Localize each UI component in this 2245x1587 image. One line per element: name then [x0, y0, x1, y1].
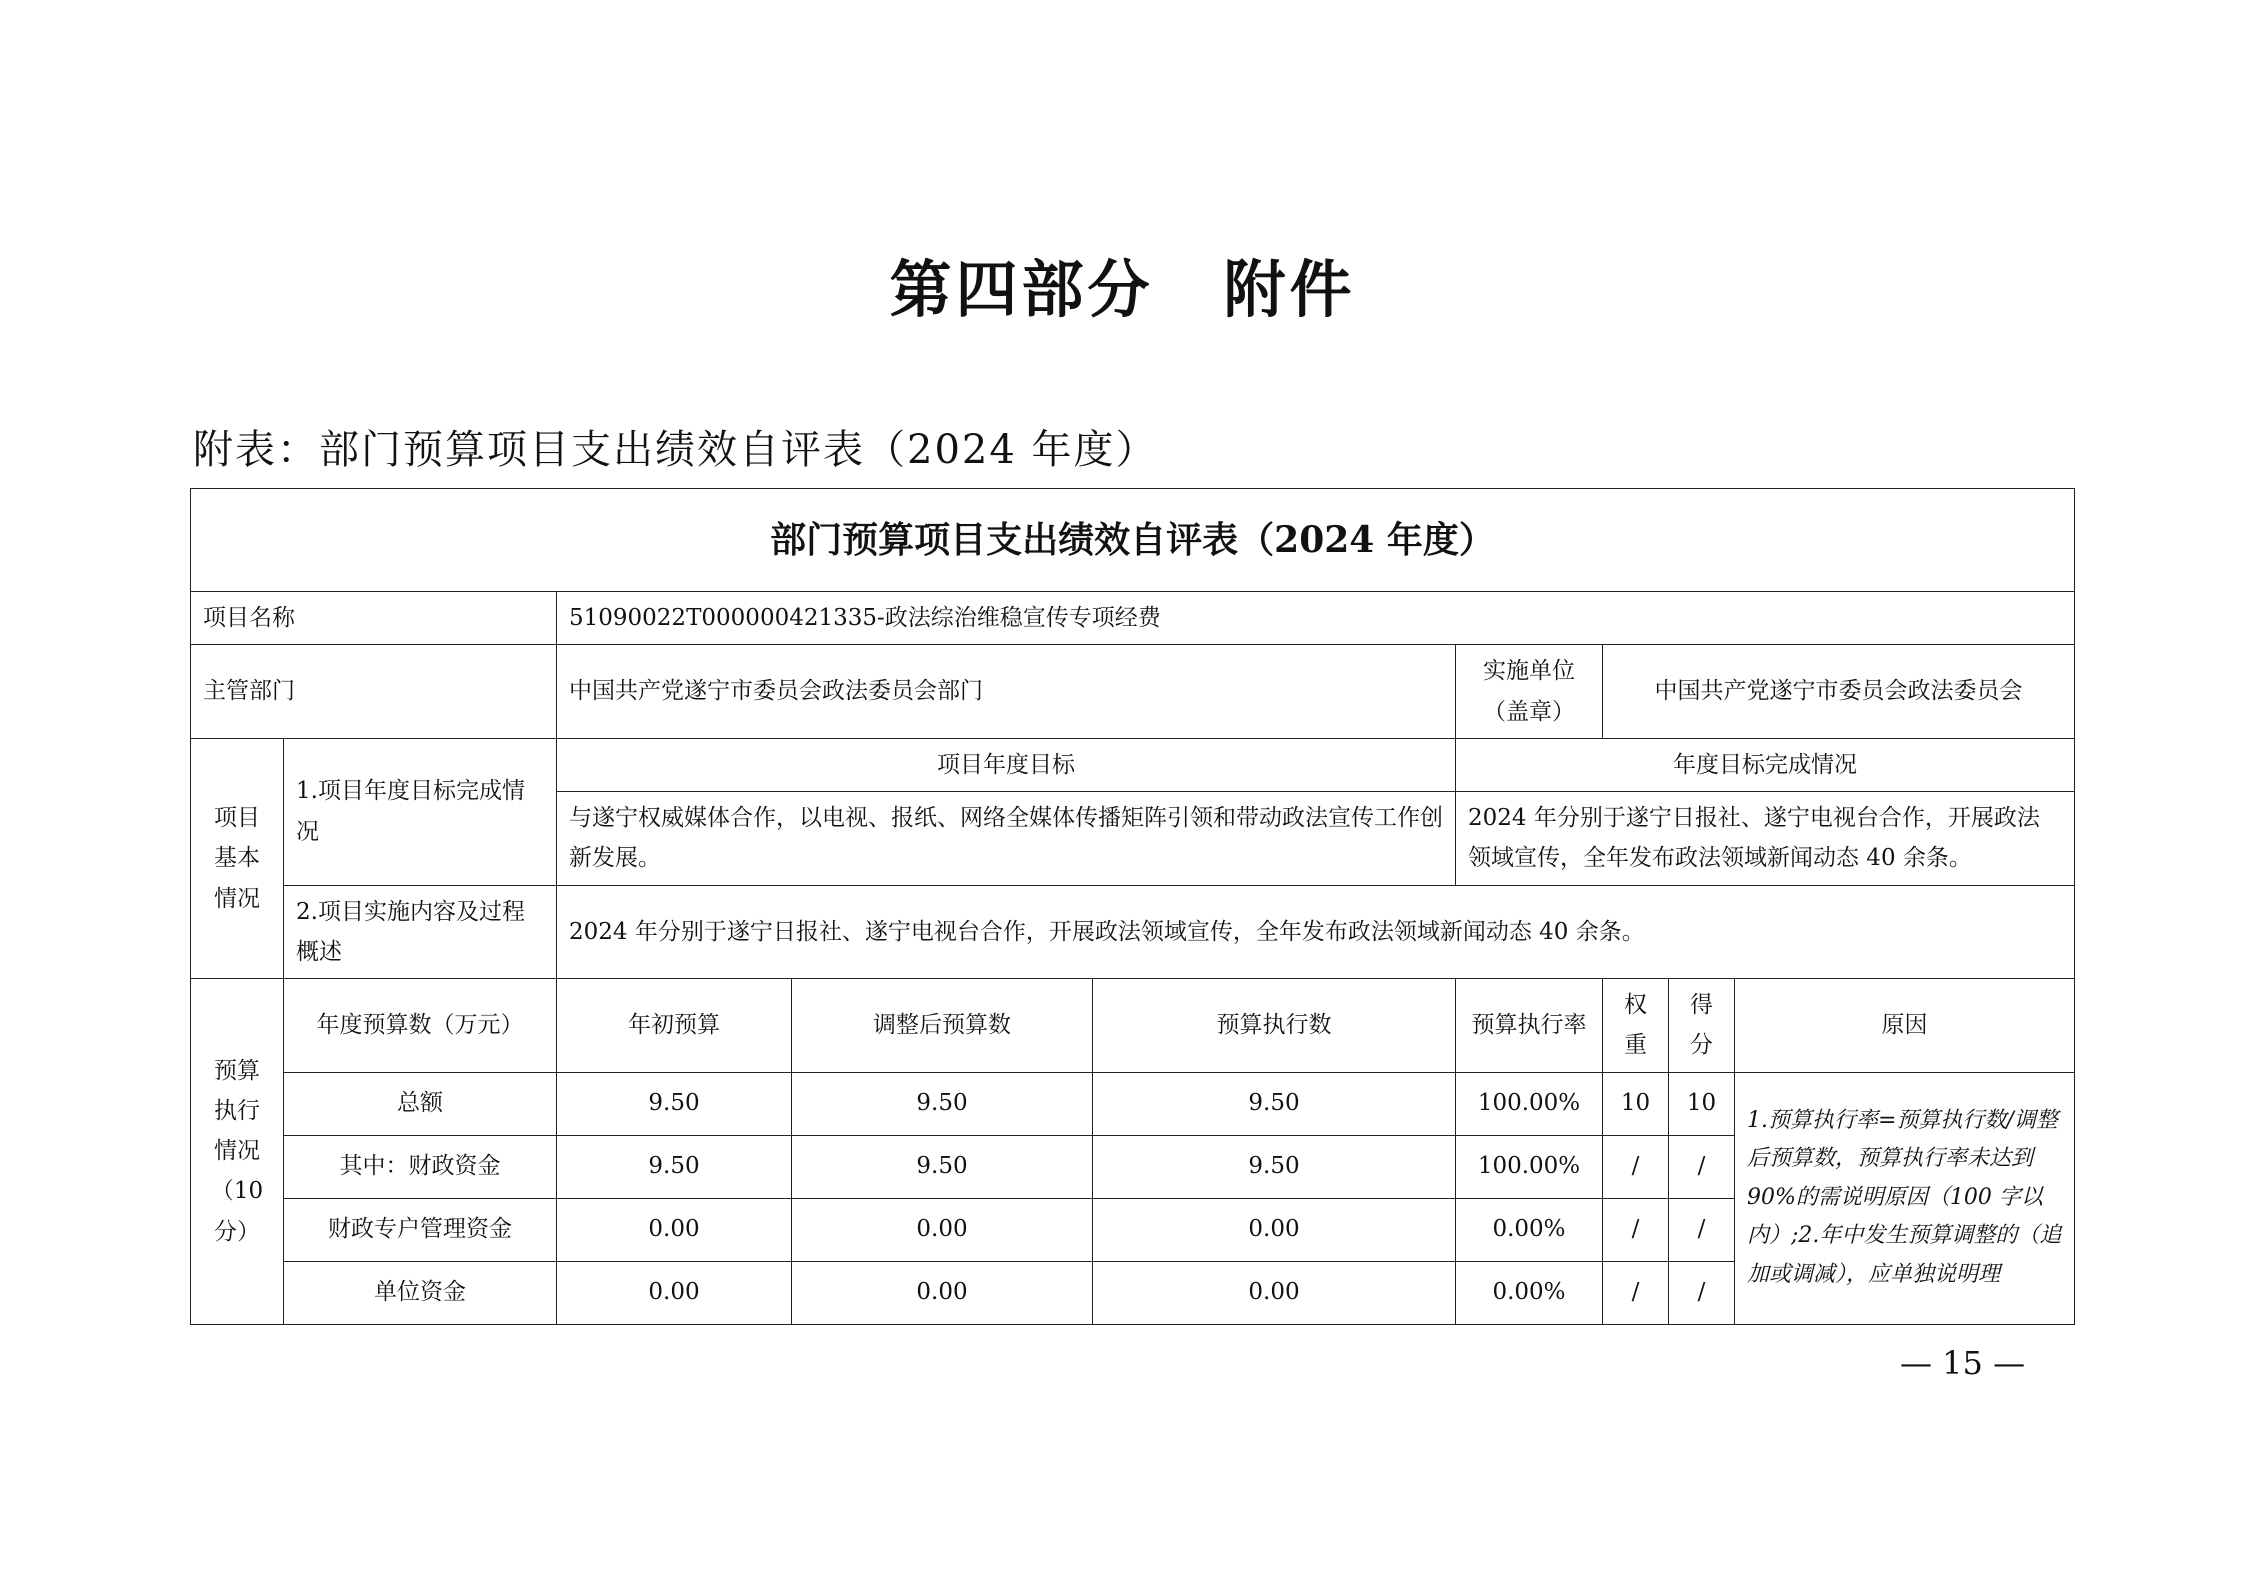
row-name: 总额 [284, 1072, 557, 1135]
completion-col-header: 年度目标完成情况 [1456, 738, 2075, 791]
impl-unit-value: 中国共产党遂宁市委员会政法委员会 [1603, 645, 2075, 739]
appendix-label: 附表：部门预算项目支出绩效自评表（2024 年度） [193, 427, 1158, 473]
budget-header-initial: 年初预算 [557, 979, 792, 1073]
row-adjusted: 0.00 [792, 1198, 1093, 1261]
dept-value: 中国共产党遂宁市委员会政法委员会部门 [557, 645, 1456, 739]
impl-unit-label: 实施单位（盖章） [1456, 645, 1603, 739]
row-name: 其中：财政资金 [284, 1135, 557, 1198]
row-score: 10 [1669, 1072, 1735, 1135]
impl-label: 2.项目实施内容及过程概述 [284, 885, 557, 979]
row-score: / [1669, 1198, 1735, 1261]
part-title-right: 附件 [1223, 253, 1356, 326]
row-executed: 0.00 [1093, 1261, 1456, 1324]
table-title: 部门预算项目支出绩效自评表（2024 年度） [191, 489, 2075, 592]
row-weight: / [1603, 1261, 1669, 1324]
goal-label: 1.项目年度目标完成情况 [284, 738, 557, 885]
budget-header-rate: 预算执行率 [1456, 979, 1603, 1073]
row-initial: 0.00 [557, 1198, 792, 1261]
row-adjusted: 9.50 [792, 1135, 1093, 1198]
row-rate: 100.00% [1456, 1072, 1603, 1135]
budget-header-score: 得分 [1669, 979, 1735, 1073]
table-row [191, 1072, 2075, 1135]
budget-header-reason: 原因 [1735, 979, 2075, 1073]
impl-text: 2024 年分别于遂宁日报社、遂宁电视台合作，开展政法领域宣传，全年发布政法领域新闻动态 40 余条。 [557, 885, 2075, 979]
budget-header-adjusted: 调整后预算数 [792, 979, 1093, 1073]
row-executed: 9.50 [1093, 1135, 1456, 1198]
row-initial: 9.50 [557, 1072, 792, 1135]
row-score: / [1669, 1135, 1735, 1198]
row-name: 财政专户管理资金 [284, 1198, 557, 1261]
basic-group-label: 项目基本情况 [191, 738, 284, 978]
row-rate: 0.00% [1456, 1261, 1603, 1324]
project-name-value: 51090022T000000421335-政法综治维稳宣传专项经费 [557, 592, 2075, 645]
budget-header-annual: 年度预算数（万元） [284, 979, 557, 1073]
row-executed: 9.50 [1093, 1072, 1456, 1135]
row-score: / [1669, 1261, 1735, 1324]
row-weight: 10 [1603, 1072, 1669, 1135]
row-adjusted: 0.00 [792, 1261, 1093, 1324]
reason-note: 1.预算执行率=预算执行数/调整后预算数，预算执行率未达到90%的需说明原因（100 字以内）;2.年中发生预算调整的（追加或调减），应单独说明理 [1735, 1072, 2075, 1324]
row-initial: 9.50 [557, 1135, 792, 1198]
goal-text: 与遂宁权威媒体合作，以电视、报纸、网络全媒体传播矩阵引领和带动政法宣传工作创新发展。 [557, 792, 1456, 886]
completion-text: 2024 年分别于遂宁日报社、遂宁电视台合作，开展政法领域宣传，全年发布政法领域新闻动态 40 余条。 [1456, 792, 2075, 886]
project-name-label: 项目名称 [191, 592, 557, 645]
goal-col-header: 项目年度目标 [557, 738, 1456, 791]
budget-header-executed: 预算执行数 [1093, 979, 1456, 1073]
budget-header-weight: 权重 [1603, 979, 1669, 1073]
dept-label: 主管部门 [191, 645, 557, 739]
budget-group-label: 预算执行情况（10 分） [191, 979, 284, 1325]
row-weight: / [1603, 1198, 1669, 1261]
row-weight: / [1603, 1135, 1669, 1198]
row-executed: 0.00 [1093, 1198, 1456, 1261]
row-rate: 0.00% [1456, 1198, 1603, 1261]
row-rate: 100.00% [1456, 1135, 1603, 1198]
part-title [0, 240, 2245, 329]
row-initial: 0.00 [557, 1261, 792, 1324]
page-number: — 15 — [1900, 1344, 2026, 1382]
evaluation-table [190, 488, 2075, 1325]
part-title-left: 第四部分 [889, 253, 1154, 326]
row-name: 单位资金 [284, 1261, 557, 1324]
row-adjusted: 9.50 [792, 1072, 1093, 1135]
